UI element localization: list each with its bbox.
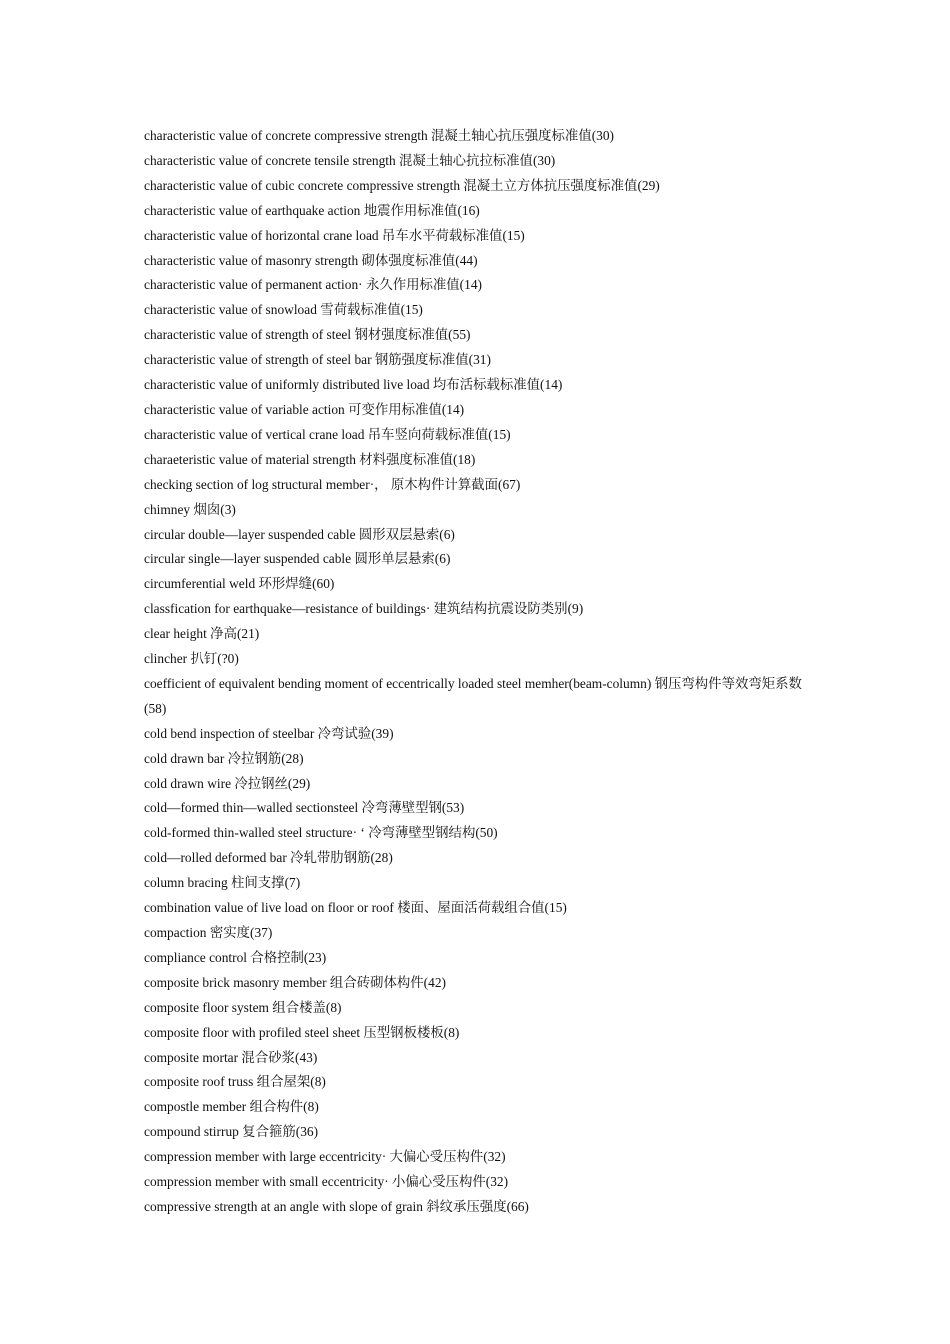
glossary-entry: cold—formed thin—walled sectionsteel 冷弯薄壁型钢(53): [144, 800, 465, 816]
glossary-entry: compression member with small eccentricity· 小偏心受压构件(32): [144, 1174, 509, 1190]
glossary-entry: characteristic value of vertical crane load 吊车竖向荷载标准值(15): [144, 426, 511, 442]
glossary-entry: clear height 净高(21): [144, 626, 260, 642]
glossary-entry: classfication for earthquake—resistance of buildings· 建筑结构抗震设防类别(9): [144, 601, 584, 617]
glossary-entry: cold—rolled deformed bar 冷轧带肋钢筋(28): [144, 850, 393, 866]
glossary-entry: combination value of live load on floor or roof 楼面、屋面活荷载组合值(15): [144, 900, 567, 916]
glossary-entry: cold drawn bar 冷拉钢筋(28): [144, 750, 304, 766]
glossary-entry: composite floor with profiled steel sheet 压型钢板楼板(8): [144, 1024, 460, 1040]
glossary-entry: compostle member 组合构件(8): [144, 1099, 319, 1115]
glossary-entry: compound stirrup 复合箍筋(36): [144, 1124, 319, 1140]
glossary-entry: compaction 密实度(37): [144, 925, 273, 940]
glossary-entry: characteristic value of masonry strength 砌体强度标准值(44): [144, 252, 478, 268]
glossary-entry: characteristic value of earthquake action 地震作用标准值(16): [144, 202, 480, 218]
glossary-entry: circumferential weld 环形焊缝(60): [144, 576, 335, 592]
glossary-entry: characteristic value of uniformly distributed live load 均布活标载标准值(14): [144, 377, 563, 393]
glossary-entry: characteristic value of snowload 雪荷载标准值(15): [144, 302, 423, 318]
glossary-entry: characteristic value of concrete tensile strength 混凝土轴心抗拉标准值(30): [144, 152, 556, 168]
glossary-entry: chimney 烟囱(3): [144, 501, 236, 517]
glossary-entry: composite brick masonry member 组合砖砌体构件(42): [144, 974, 446, 990]
glossary-entry: cold-formed thin-walled steel structure· ‘ 冷弯薄壁型钢结构(50): [144, 825, 498, 841]
glossary-entry: characteristic value of cubic concrete compressive strength 混凝土立方体抗压强度标准值(29): [144, 177, 660, 193]
glossary-entry: coefficient of equivalent bending moment of eccentrically loaded steel memher(beam-column) 钢压弯构件等效弯矩系数(58): [144, 675, 802, 716]
glossary-entry: compression member with large eccentricity· 大偏心受压构件(32): [144, 1149, 506, 1165]
glossary-entry: characteristic value of permanent action· 永久作用标准值(14): [144, 277, 482, 293]
glossary-entry: checking section of log structural member·， 原木构件计算截面(67): [144, 476, 521, 492]
glossary-entry: compliance control 合格控制(23): [144, 949, 327, 965]
glossary-entry: column bracing 柱间支撑(7): [144, 875, 301, 891]
glossary-entry: characteristic value of horizontal crane load 吊车水平荷载标准值(15): [144, 227, 525, 243]
glossary-entry: composite floor system 组合楼盖(8): [144, 999, 342, 1015]
glossary-entry: circular single—layer suspended cable 圆形单层悬索(6): [144, 551, 451, 567]
glossary-entry: charaeteristic value of material strength 材料强度标准值(18): [144, 451, 476, 467]
glossary-entry: characteristic value of concrete compressive strength 混凝土轴心抗压强度标准值(30): [144, 128, 615, 143]
glossary-entry: cold bend inspection of steelbar 冷弯试验(39): [144, 725, 394, 741]
glossary-entry: circular double—layer suspended cable 圆形双层悬索(6): [144, 526, 455, 542]
glossary-entry: clincher 扒钉(?0): [144, 651, 239, 667]
glossary-entry: characteristic value of variable action 可变作用标准值(14): [144, 401, 465, 417]
glossary-entry: composite roof truss 组合屋架(8): [144, 1074, 326, 1090]
glossary-entry: composite mortar 混合砂浆(43): [144, 1049, 318, 1065]
glossary-entry: compressive strength at an angle with slope of grain 斜纹承压强度(66): [144, 1198, 529, 1214]
glossary-entry: characteristic value of strength of steel 钢材强度标准值(55): [144, 327, 471, 343]
glossary-list: [144, 124, 809, 1220]
glossary-entry: cold drawn wire 冷拉钢丝(29): [144, 775, 311, 791]
glossary-entry: characteristic value of strength of steel bar 钢筋强度标准值(31): [144, 352, 491, 368]
